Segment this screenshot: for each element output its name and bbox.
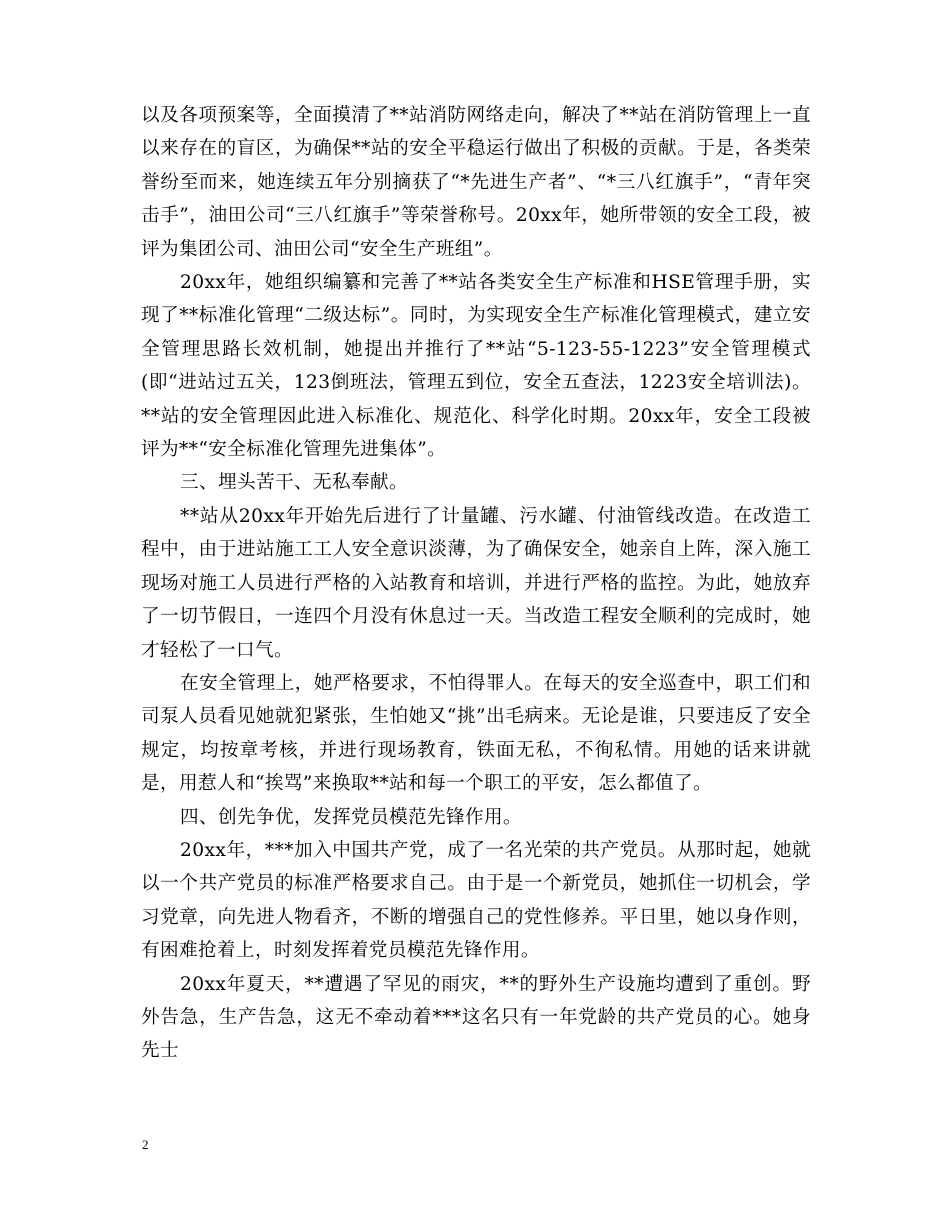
paragraph: 20xx年，***加入中国共产党，成了一名光荣的共产党员。从那时起，她就以一个共产党员的标准严格要求自己。由于是一个新党员，她抓住一切机会，学习党章，向先进人物看齐，不断的增强自己的党性修养。平日里，她以身作则，有困难抢着上，时刻发挥着党员模范先锋作用。 — [141, 839, 811, 962]
paragraph: **站从20xx年开始先后进行了计量罐、污水罐、付油管线改造。在改造工程中，由于进站施工工人安全意识淡薄，为了确保安全，她亲自上阵，深入施工现场对施工人员进行严格的入站教育和培训，并进行严格的监控。为此，她放弃了一切节假日，一连四个月没有休息过一天。当改造工程安全顺利的完成时，她才轻松了一口气。 — [141, 505, 811, 661]
paragraph: 20xx年夏天，**遭遇了罕见的雨灾，**的野外生产设施均遭到了重创。野外告急，生产告急，这无不牵动着***这名只有一年党龄的共产党员的心。她身先士 — [141, 973, 811, 1062]
document-body — [141, 99, 811, 1068]
section-heading: 四、创先争优，发挥党员模范先锋作用。 — [180, 806, 522, 828]
section-heading: 三、埋头苦干、无私奉献。 — [180, 472, 408, 494]
paragraph: 20xx年，她组织编纂和完善了**站各类安全生产标准和HSE管理手册，实现了**标准化管理“二级达标”。同时，为实现安全生产标准化管理模式，建立安全管理思路长效机制，她提出并推行了**站“5-123-55-1223”安全管理模式(即“进站过五关，123倒班法，管理五到位，安全五查法，1223安全培训法)。**站的安全管理因此进入标准化、规范化、科学化时期。20xx年，安全工段被评为**“安全标准化管理先进集体”。 — [141, 272, 811, 461]
page-number: 2 — [142, 1137, 149, 1152]
paragraph: 在安全管理上，她严格要求，不怕得罪人。在每天的安全巡查中，职工们和司泵人员看见她就犯紧张，生怕她又“挑”出毛病来。无论是谁，只要违反了安全规定，均按章考核，并进行现场教育，铁面无私，不徇私情。用她的话来讲就是，用惹人和“挨骂”来换取**站和每一个职工的平安，怎么都值了。 — [141, 672, 811, 795]
paragraph-continued: 以及各项预案等，全面摸清了**站消防网络走向，解决了**站在消防管理上一直以来存在的盲区，为确保**站的安全平稳运行做出了积极的贡献。于是，各类荣誉纷至而来，她连续五年分别摘获了“*先进生产者”、“*三八红旗手”，“青年突击手”，油田公司“三八红旗手”等荣誉称号。20xx年，她所带领的安全工段，被评为集团公司、油田公司“安全生产班组”。 — [141, 105, 811, 260]
